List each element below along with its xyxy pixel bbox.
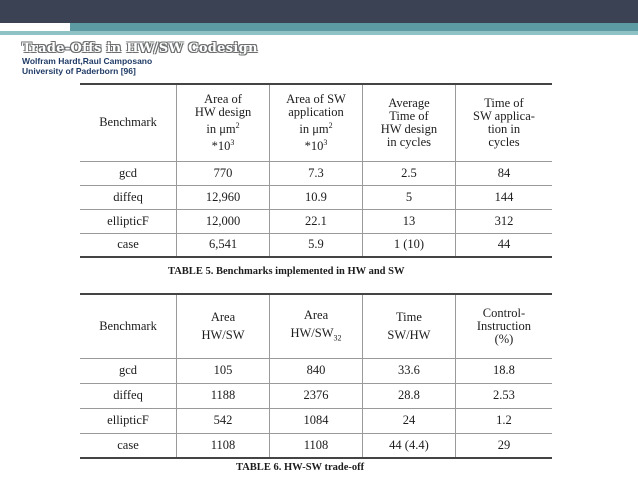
cell-sw-time: 144 [455, 185, 552, 209]
header-line: SW applica- [473, 108, 535, 123]
table5 [80, 83, 552, 258]
table6 [80, 293, 552, 459]
cell-benchmark: case [80, 433, 177, 458]
cell-area-sw: 7.3 [270, 161, 363, 185]
header-line: Area of [204, 91, 242, 106]
table6-header-time [362, 294, 455, 358]
cell-time: 24 [362, 408, 455, 433]
header-line: Time [395, 309, 422, 324]
superscript: 2 [235, 120, 240, 130]
header-line: HW design [194, 104, 252, 119]
header-line [177, 136, 269, 153]
header-line: Area [303, 307, 329, 322]
cell-area-hw: 12,000 [177, 209, 270, 233]
header-line: (%) [494, 331, 514, 346]
cell-benchmark: diffeq [80, 383, 177, 408]
table5-header-area-sw [270, 84, 363, 161]
cell-benchmark: gcd [80, 358, 177, 383]
table-row [80, 185, 552, 209]
table-row [80, 383, 552, 408]
cell-avg-time: 5 [362, 185, 455, 209]
table5-header-sw-time [455, 84, 552, 161]
cell-area: 1188 [177, 383, 270, 408]
header-line: tion in [487, 121, 521, 136]
header-line: cycles [488, 134, 520, 149]
table5-header-avg-time [362, 84, 455, 161]
header-line [177, 119, 269, 136]
header-line: Area of SW [286, 91, 346, 106]
cell-area32: 2376 [270, 383, 363, 408]
cell-area: 542 [177, 408, 270, 433]
header-line [270, 119, 362, 136]
superscript: 3 [230, 137, 235, 147]
table-row [80, 233, 552, 257]
cell-control: 1.2 [455, 408, 552, 433]
banner-gap [0, 23, 70, 31]
header-text: in μm [206, 121, 236, 136]
header-line [270, 327, 362, 345]
cell-control: 29 [455, 433, 552, 458]
cell-time: 33.6 [362, 358, 455, 383]
header-line: Average [388, 95, 430, 110]
cell-area32: 840 [270, 358, 363, 383]
table6-header-control [455, 294, 552, 358]
table5-header-benchmark: Benchmark [80, 84, 177, 161]
header-line [270, 136, 362, 153]
header-line: Time of [389, 108, 429, 123]
header-text: in μm [299, 121, 329, 136]
cell-benchmark: diffeq [80, 185, 177, 209]
table5-header-area-hw [177, 84, 270, 161]
table-row [80, 408, 552, 433]
table-row [80, 161, 552, 185]
cell-control: 18.8 [455, 358, 552, 383]
table6-caption: TABLE 6. HW-SW trade-off [236, 462, 365, 473]
cell-control: 2.53 [455, 383, 552, 408]
cell-sw-time: 84 [455, 161, 552, 185]
header-line: Area [210, 309, 236, 324]
cell-benchmark: gcd [80, 161, 177, 185]
cell-benchmark: ellipticF [80, 408, 177, 433]
cell-benchmark: case [80, 233, 177, 257]
header-line: HW/SW [201, 327, 245, 342]
table6-header-row [80, 294, 552, 358]
header-line: HW design [380, 121, 438, 136]
cell-time: 28.8 [362, 383, 455, 408]
cell-area: 1108 [177, 433, 270, 458]
table6-header-area [177, 294, 270, 358]
header-text: *10 [304, 138, 324, 153]
header-line: application [288, 104, 344, 119]
header-line: in cycles [386, 134, 431, 149]
cell-avg-time: 1 (10) [362, 233, 455, 257]
table6-header-area32 [270, 294, 363, 358]
cell-area-sw: 10.9 [270, 185, 363, 209]
cell-area32: 1084 [270, 408, 363, 433]
superscript: 3 [323, 137, 328, 147]
cell-benchmark: ellipticF [80, 209, 177, 233]
cell-area-sw: 5.9 [270, 233, 363, 257]
slide-title: Trade-Offs in HW/SW Codesign [22, 41, 258, 56]
header-line: Time of [484, 95, 524, 110]
header-text: HW/SW [290, 325, 334, 340]
cell-avg-time: 13 [362, 209, 455, 233]
cell-time: 44 (4.4) [362, 433, 455, 458]
table-row [80, 209, 552, 233]
table5-header-row [80, 84, 552, 161]
cell-area-hw: 770 [177, 161, 270, 185]
subscript: 32 [333, 333, 342, 342]
cell-area32: 1108 [270, 433, 363, 458]
slide-header [22, 41, 258, 76]
header-text: *10 [211, 138, 231, 153]
slide-authors: Wolfram Hardt,Raul Camposano [22, 56, 153, 66]
header-line: Control- [482, 305, 526, 320]
top-banner [0, 0, 638, 23]
cell-avg-time: 2.5 [362, 161, 455, 185]
table-row [80, 358, 552, 383]
cell-sw-time: 44 [455, 233, 552, 257]
table-row [80, 433, 552, 458]
header-line: SW/HW [387, 327, 431, 342]
table5-caption: TABLE 5. Benchmarks implemented in HW and SW [168, 266, 405, 277]
cell-sw-time: 312 [455, 209, 552, 233]
slide-affiliation: University of Paderborn [96] [22, 66, 136, 76]
superscript: 2 [328, 120, 333, 130]
accent-stripe-light [0, 31, 638, 35]
header-line: Instruction [476, 318, 532, 333]
cell-area-hw: 12,960 [177, 185, 270, 209]
cell-area-sw: 22.1 [270, 209, 363, 233]
table6-header-benchmark: Benchmark [80, 294, 177, 358]
cell-area-hw: 6,541 [177, 233, 270, 257]
accent-stripe [70, 23, 638, 31]
cell-area: 105 [177, 358, 270, 383]
